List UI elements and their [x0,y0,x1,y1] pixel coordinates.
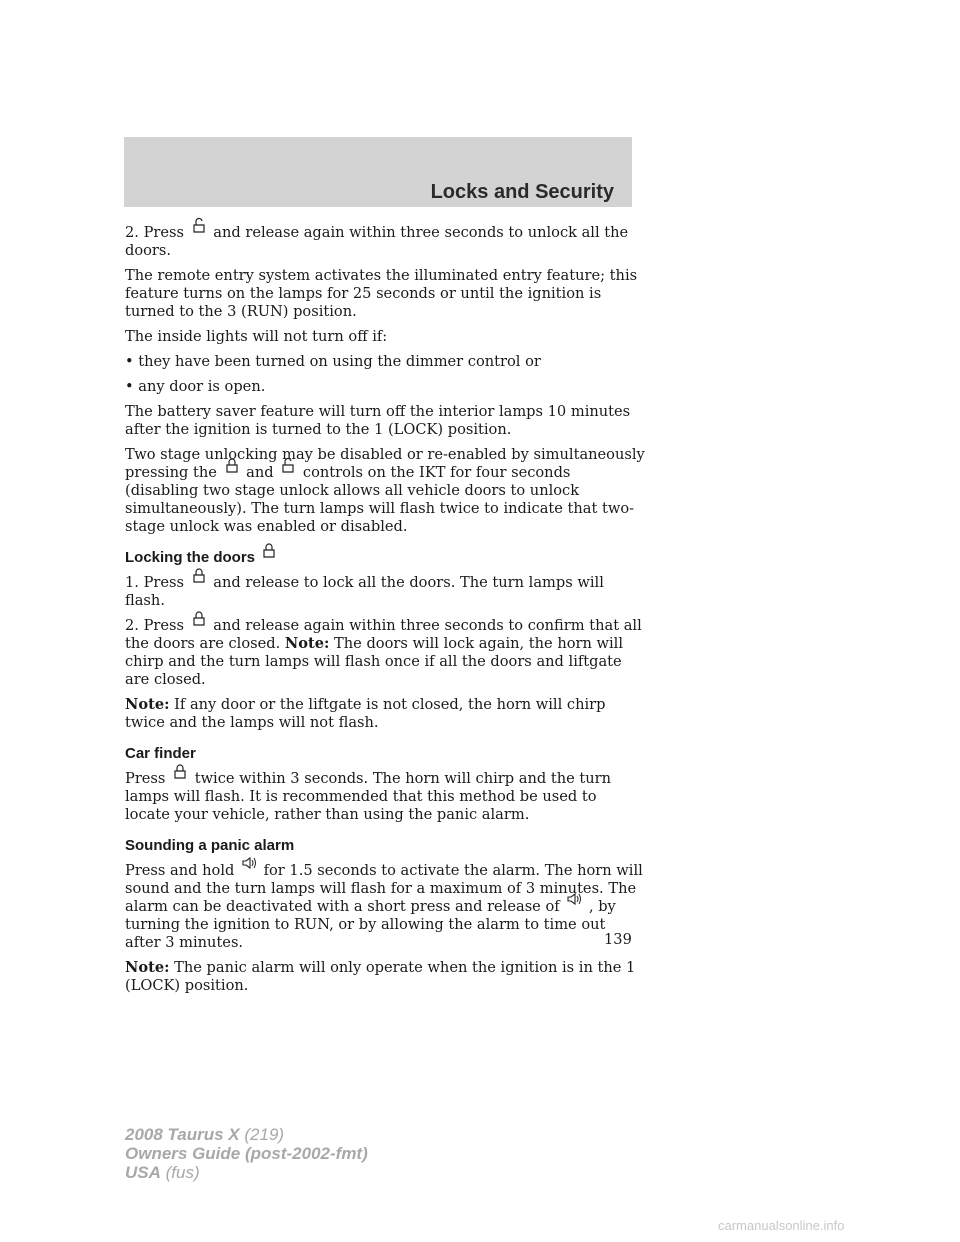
battery-saver-paragraph: The battery saver feature will turn off the interior lamps 10 minutes after the ignition is turned to the 1 (LOCK) position. [125,403,631,438]
list-item: • they have been turned on using the dimmer control or [125,353,541,370]
inside-lights-paragraph: The inside lights will not turn off if: [125,328,388,345]
footer: 2008 Taurus X (219) Owners Guide (post-2002-fmt) USA (fus) [125,1125,368,1182]
lock-note: Note: If any door or the liftgate is not closed, the horn will chirp twice and the lamps will not flash. [125,696,606,731]
lock-step-1: 1. Press and release to lock all the doors. The turn lamps will flash. [125,574,645,610]
unlock-icon [280,457,296,473]
lock-icon [191,567,207,583]
list-item: • any door is open. [125,378,266,395]
car-finder-paragraph: Press twice within 3 seconds. The horn will chirp and the turn lamps will flash. It is recommended that this method be used to locate your vehicle, rather than using the panic alarm. [125,770,645,824]
locking-heading: Locking the doors [125,549,645,567]
note-label: Note: [125,696,170,713]
illuminated-entry-paragraph: The remote entry system activates the illuminated entry feature; this feature turns on the lamps for 25 seconds or until the ignition is turned to the 3 (RUN) position. [125,267,638,320]
page-number: 139 [604,931,632,948]
panic-alarm-heading: Sounding a panic alarm [125,837,295,854]
panic-horn-icon [566,891,582,907]
panic-horn-icon [241,855,257,871]
note-label: Note: [284,635,330,652]
header-band [124,137,632,207]
two-stage-paragraph: Two stage unlocking may be disabled or re-enabled by simultaneously pressing the and controls on the IKT for four seconds (disabling two stage unlock allows all vehicle doors to unlock simultaneously). The turn lamps will flash twice to indicate that two-stage unlock was enabled or disabled. [125,446,645,535]
car-finder-heading: Car finder [125,745,196,762]
lock-step-2: 2. Press and release again within three seconds to confirm that all the doors are closed. Note: The doors will lock again, the horn will chirp and the turn lamps will flash once if all the doors and liftgate are closed. [125,617,645,689]
note-label: Note: [125,959,170,976]
page-content [125,224,645,1002]
unlock-step-2: 2. Press and release again within three seconds to unlock all the doors. [125,224,645,260]
lock-icon [224,457,240,473]
section-title: Locks and Security [430,181,614,203]
lock-icon [172,763,188,779]
lock-icon [261,542,277,558]
watermark: carmanualsonline.info [718,1218,845,1233]
panic-note: Note: The panic alarm will only operate when the ignition is in the 1 (LOCK) position. [125,959,636,994]
unlock-icon [191,217,207,233]
panic-alarm-paragraph: Press and hold for 1.5 seconds to activate the alarm. The horn will sound and the turn lamps will flash for a maximum of 3 minutes. The alarm can be deactivated with a short press and release of , by turning the ignition to RUN, or by allowing the alarm to time out after 3 minutes. [125,862,645,952]
lock-icon [191,610,207,626]
